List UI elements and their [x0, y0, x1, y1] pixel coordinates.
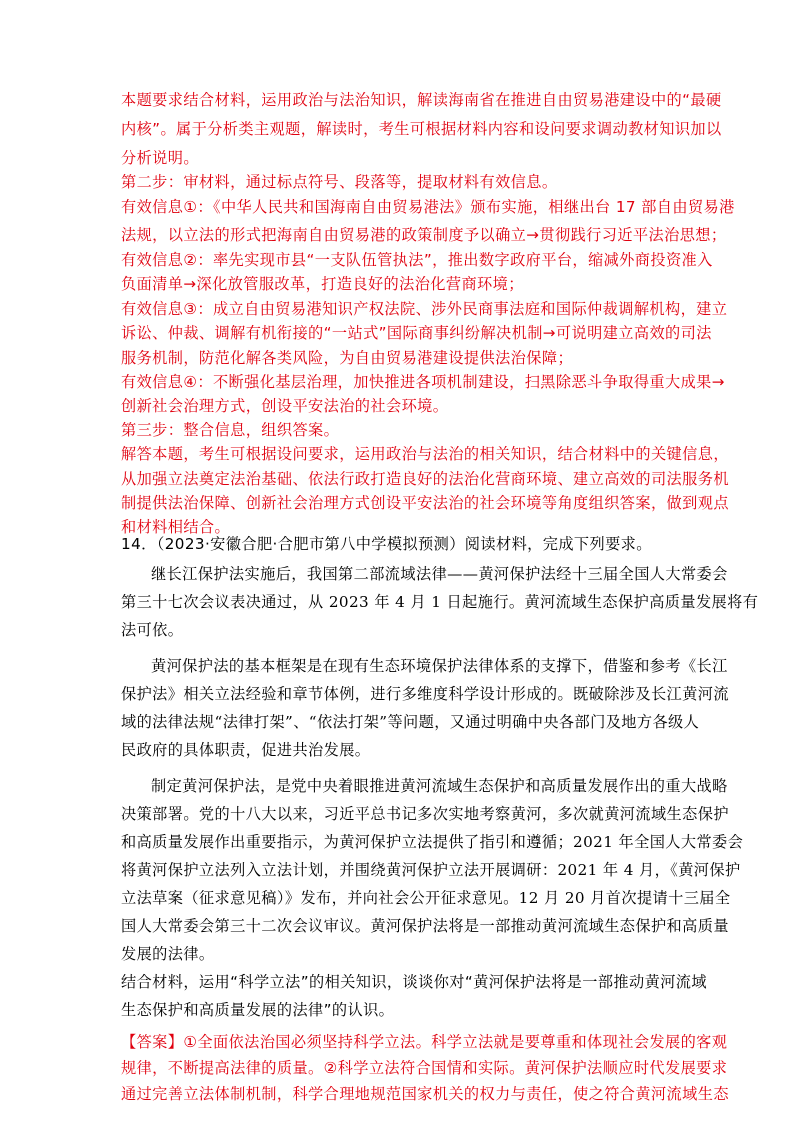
material-line: 立法草案（征求意见稿）》发布，并向社会公开征求意见。12 月 20 月首次提请十三届全: [121, 889, 731, 907]
analysis-line: 内核”。属于分析类主观题，解读时，考生可根据材料内容和设问要求调动教材知识加以: [121, 120, 722, 138]
material-line: 域的法律法规“法律打架”、“依法打架”等问题，又通过明确中央各部门及地方各级人: [121, 713, 700, 731]
material-line: 黄河保护法的基本框架是在现有生态环境保护法律体系的支撑下，借鉴和参考《长江: [151, 657, 728, 675]
analysis-line: 有效信息①：《中华人民共和国海南自由贸易港法》颁布实施，相继出台 17 部自由贸易港: [121, 198, 735, 216]
material-line: 继长江保护法实施后，我国第二部流域法律——黄河保护法经十三届全国人大常委会: [151, 565, 728, 583]
analysis-line: 诉讼、仲裁、调解有机衔接的“一站式”国际商事纠纷解决机制→可说明建立高效的司法: [121, 324, 712, 342]
material-line: 决策部署。党的十八大以来，习近平总书记多次实地考察黄河，多次就黄河流域生态保护: [121, 805, 729, 823]
answer-line: 规律，不断提高法律的质量。②科学立法符合国情和实际。黄河保护法顺应时代发展要求: [121, 1059, 728, 1077]
analysis-line: 创新社会治理方式，创设平安法治的社会环境。: [121, 397, 449, 415]
analysis-line: 制提供法治保障、创新社会治理方式创设平安法治的社会环境等角度组织答案，做到观点: [121, 494, 729, 512]
analysis-line: 第三步：整合信息，组织答案。: [121, 421, 340, 439]
answer-label: 【答案】: [121, 1033, 184, 1051]
analysis-line: 服务机制，防范化解各类风险，为自由贸易港建设提供法治保障；: [121, 349, 574, 367]
material-line: 和高质量发展作出重要指示，为黄河保护立法提供了指引和遵循；2021 年全国人大常委会: [121, 833, 744, 851]
analysis-line: 有效信息④：不断强化基层治理，加快推进各项机制建设，扫黑除恶斗争取得重大成果→: [121, 373, 725, 391]
analysis-line: 和材料相结合。: [121, 518, 231, 536]
material-line: 发展的法律。: [121, 945, 215, 963]
material-line: 将黄河保护立法列入立法计划，并围绕黄河保护立法开展调研：2021 年 4 月，《黄河保护: [121, 861, 741, 879]
material-line: 制定黄河保护法，是党中央着眼推进黄河流域生态保护和高质量发展作出的重大战略: [151, 777, 728, 795]
question-header: [121, 530, 652, 558]
prompt-line: 结合材料，运用“科学立法”的相关知识，谈谈你对“黄河保护法将是一部推动黄河流域: [121, 973, 707, 991]
answer-text: ①全面依法治国必须坚持科学立法。科学立法就是要尊重和体现社会发展的客观: [183, 1033, 728, 1051]
analysis-line: 分析说明。: [121, 149, 199, 167]
material-line: 国人大常委会第三十二次会议审议。黄河保护法将是一部推动黄河流域生态保护和高质量: [121, 917, 729, 935]
answer-first-line: [121, 1028, 727, 1056]
analysis-line: 解答本题，考生可根据设问要求，运用政治与法治的相关知识，结合材料中的关键信息，: [121, 445, 729, 463]
prompt-line: 生态保护和高质量发展的法律”的认识。: [121, 1001, 395, 1019]
analysis-line: 法规，以立法的形式把海南自由贸易港的政策制度予以确立→贯彻践行习近平法治思想；: [121, 226, 727, 244]
analysis-line: 本题要求结合材料，运用政治与法治知识，解读海南省在推进自由贸易港建设中的“最硬: [121, 91, 722, 109]
analysis-line: 从加强立法奠定法治基础、依法行政打造良好的法治化营商环境、建立高效的司法服务机: [121, 470, 729, 488]
analysis-line: 有效信息③：成立自由贸易港知识产权法院、涉外民商事法庭和国际仲裁调解机构，建立: [121, 300, 728, 318]
material-line: 保护法》相关立法经验和章节体例，进行多维度科学设计形成的。既破除涉及长江黄河流: [121, 685, 729, 703]
question-number: 14．: [121, 535, 157, 553]
material-line: 民政府的具体职责，促进共治发展。: [121, 741, 371, 759]
answer-line: 通过完善立法体制机制，科学合理地规范国家机关的权力与责任，使之符合黄河流域生态: [121, 1085, 729, 1103]
analysis-line: 第二步：审材料，通过标点符号、段落等，提取材料有效信息。: [121, 173, 558, 191]
material-line: 第三十七次会议表决通过，从 2023 年 4 月 1 日起施行。黄河流域生态保护高质量发展将有: [121, 593, 759, 611]
analysis-line: 负面清单→深化放管服改革，打造良好的法治化营商环境；: [121, 275, 524, 293]
material-line: 法可依。: [121, 621, 184, 639]
analysis-line: 有效信息②：率先实现市县“一支队伍管执法”，推出数字政府平台，缩减外商投资准入: [121, 251, 713, 269]
question-stem: （2023·安徽合肥·合肥市第八中学模拟预测）阅读材料，完成下列要求。: [156, 535, 652, 553]
